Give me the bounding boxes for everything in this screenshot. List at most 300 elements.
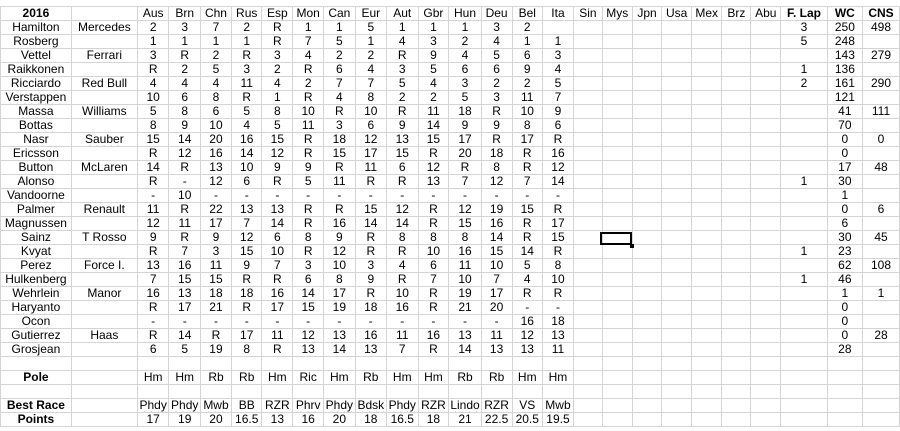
data-cell[interactable] bbox=[692, 203, 722, 217]
data-cell[interactable]: 12 bbox=[200, 175, 231, 189]
data-cell[interactable] bbox=[863, 413, 900, 427]
data-cell[interactable] bbox=[751, 133, 781, 147]
data-cell[interactable]: - bbox=[449, 189, 481, 203]
data-cell[interactable]: 5 bbox=[386, 77, 418, 91]
driver-name-cell[interactable]: Ocon bbox=[1, 315, 72, 329]
data-cell[interactable]: 16 bbox=[449, 245, 481, 259]
data-cell[interactable] bbox=[722, 245, 751, 259]
data-cell[interactable] bbox=[692, 119, 722, 133]
data-cell[interactable] bbox=[662, 399, 692, 413]
data-cell[interactable] bbox=[632, 147, 661, 161]
data-cell[interactable] bbox=[632, 301, 661, 315]
data-cell[interactable]: 10 bbox=[481, 259, 512, 273]
data-cell[interactable] bbox=[573, 161, 602, 175]
data-cell[interactable] bbox=[692, 189, 722, 203]
data-cell[interactable]: 2 bbox=[324, 49, 356, 63]
data-cell[interactable] bbox=[662, 315, 692, 329]
data-cell[interactable]: 9 bbox=[449, 119, 481, 133]
data-cell[interactable]: 6 bbox=[863, 203, 900, 217]
data-cell[interactable] bbox=[662, 259, 692, 273]
data-cell[interactable] bbox=[602, 413, 632, 427]
data-cell[interactable]: - bbox=[386, 189, 418, 203]
data-cell[interactable]: 6 bbox=[137, 343, 169, 357]
fill-handle[interactable] bbox=[630, 244, 634, 248]
data-cell[interactable] bbox=[781, 315, 827, 329]
data-cell[interactable]: 16 bbox=[200, 147, 231, 161]
data-cell[interactable]: 30 bbox=[827, 231, 862, 245]
data-cell[interactable]: 14 bbox=[512, 245, 542, 259]
data-cell[interactable] bbox=[863, 63, 900, 77]
data-cell[interactable] bbox=[602, 175, 632, 189]
data-cell[interactable]: 2 bbox=[137, 21, 169, 35]
data-cell[interactable] bbox=[781, 189, 827, 203]
data-cell[interactable] bbox=[692, 413, 722, 427]
data-cell[interactable]: R bbox=[355, 287, 386, 301]
data-cell[interactable]: 10 bbox=[169, 189, 201, 203]
data-cell[interactable] bbox=[692, 231, 722, 245]
data-cell[interactable]: - bbox=[355, 315, 386, 329]
data-cell[interactable]: R bbox=[137, 329, 169, 343]
data-cell[interactable] bbox=[692, 273, 722, 287]
data-cell[interactable] bbox=[662, 91, 692, 105]
data-cell[interactable]: 11 bbox=[449, 259, 481, 273]
data-cell[interactable]: 4 bbox=[137, 77, 169, 91]
data-cell[interactable]: R bbox=[542, 287, 573, 301]
data-cell[interactable]: R bbox=[293, 147, 324, 161]
data-cell[interactable] bbox=[662, 231, 692, 245]
data-cell[interactable]: R bbox=[169, 161, 201, 175]
team-name-cell[interactable] bbox=[71, 413, 137, 427]
data-cell[interactable]: 20 bbox=[200, 413, 231, 427]
data-cell[interactable]: R bbox=[169, 203, 201, 217]
driver-name-cell[interactable]: Ericsson bbox=[1, 147, 72, 161]
data-cell[interactable]: 2 bbox=[293, 77, 324, 91]
data-cell[interactable]: RZR bbox=[418, 399, 449, 413]
data-cell[interactable]: 7 bbox=[512, 175, 542, 189]
data-cell[interactable] bbox=[602, 35, 632, 49]
data-cell[interactable]: 3 bbox=[542, 49, 573, 63]
data-cell[interactable]: 9 bbox=[324, 231, 356, 245]
data-cell[interactable]: 15 bbox=[262, 133, 293, 147]
data-cell[interactable]: 9 bbox=[481, 119, 512, 133]
data-cell[interactable] bbox=[293, 385, 324, 399]
data-cell[interactable]: BB bbox=[231, 399, 261, 413]
data-cell[interactable]: R bbox=[542, 133, 573, 147]
data-cell[interactable] bbox=[692, 161, 722, 175]
data-cell[interactable] bbox=[722, 301, 751, 315]
data-cell[interactable] bbox=[751, 329, 781, 343]
data-cell[interactable]: 1 bbox=[324, 21, 356, 35]
data-cell[interactable]: 0 bbox=[827, 301, 862, 315]
data-cell[interactable]: 18 bbox=[481, 147, 512, 161]
data-cell[interactable]: 9 bbox=[293, 161, 324, 175]
data-cell[interactable]: 15 bbox=[200, 273, 231, 287]
data-cell[interactable]: R bbox=[355, 231, 386, 245]
data-cell[interactable]: 4 bbox=[418, 77, 449, 91]
data-cell[interactable]: 5 bbox=[781, 35, 827, 49]
data-cell[interactable] bbox=[632, 371, 661, 385]
data-cell[interactable]: 13 bbox=[542, 329, 573, 343]
data-cell[interactable] bbox=[722, 231, 751, 245]
driver-name-cell[interactable]: Verstappen bbox=[1, 91, 72, 105]
data-cell[interactable]: 143 bbox=[827, 49, 862, 63]
data-cell[interactable] bbox=[602, 105, 632, 119]
data-cell[interactable]: 12 bbox=[542, 161, 573, 175]
data-cell[interactable] bbox=[602, 21, 632, 35]
data-cell[interactable]: 5 bbox=[169, 343, 201, 357]
data-cell[interactable]: 0 bbox=[863, 133, 900, 147]
data-cell[interactable]: 5 bbox=[542, 77, 573, 91]
data-cell[interactable]: 28 bbox=[827, 343, 862, 357]
data-cell[interactable]: - bbox=[542, 189, 573, 203]
data-cell[interactable]: 12 bbox=[293, 329, 324, 343]
data-cell[interactable]: 136 bbox=[827, 63, 862, 77]
data-cell[interactable]: 0 bbox=[827, 147, 862, 161]
data-cell[interactable]: 16 bbox=[355, 329, 386, 343]
team-name-cell[interactable] bbox=[71, 357, 137, 371]
data-cell[interactable]: 48 bbox=[863, 161, 900, 175]
data-cell[interactable] bbox=[781, 329, 827, 343]
data-cell[interactable] bbox=[751, 105, 781, 119]
data-cell[interactable]: 5 bbox=[293, 175, 324, 189]
column-header-cell[interactable]: Brn bbox=[169, 7, 201, 21]
data-cell[interactable]: 11 bbox=[137, 203, 169, 217]
data-cell[interactable] bbox=[573, 175, 602, 189]
data-cell[interactable] bbox=[632, 175, 661, 189]
data-cell[interactable]: 70 bbox=[827, 119, 862, 133]
data-cell[interactable] bbox=[573, 245, 602, 259]
data-cell[interactable] bbox=[481, 385, 512, 399]
data-cell[interactable]: 19.5 bbox=[542, 413, 573, 427]
data-cell[interactable] bbox=[863, 385, 900, 399]
data-cell[interactable] bbox=[602, 343, 632, 357]
column-header-cell[interactable]: Abu bbox=[751, 7, 781, 21]
data-cell[interactable] bbox=[722, 399, 751, 413]
data-cell[interactable]: R bbox=[418, 287, 449, 301]
data-cell[interactable] bbox=[662, 357, 692, 371]
data-cell[interactable] bbox=[781, 301, 827, 315]
data-cell[interactable]: 6 bbox=[512, 49, 542, 63]
data-cell[interactable] bbox=[722, 413, 751, 427]
data-cell[interactable]: - bbox=[137, 315, 169, 329]
data-cell[interactable] bbox=[632, 245, 661, 259]
data-cell[interactable]: 1 bbox=[293, 21, 324, 35]
data-cell[interactable] bbox=[751, 217, 781, 231]
data-cell[interactable] bbox=[632, 399, 661, 413]
data-cell[interactable] bbox=[573, 273, 602, 287]
data-cell[interactable] bbox=[573, 329, 602, 343]
data-cell[interactable]: 3 bbox=[386, 63, 418, 77]
data-cell[interactable]: 8 bbox=[137, 119, 169, 133]
data-cell[interactable]: 248 bbox=[827, 35, 862, 49]
driver-name-cell[interactable]: Best Race bbox=[1, 399, 72, 413]
data-cell[interactable] bbox=[751, 357, 781, 371]
data-cell[interactable]: 6 bbox=[293, 273, 324, 287]
data-cell[interactable] bbox=[751, 189, 781, 203]
data-cell[interactable]: 9 bbox=[355, 273, 386, 287]
data-cell[interactable] bbox=[863, 371, 900, 385]
data-cell[interactable]: 4 bbox=[386, 259, 418, 273]
data-cell[interactable] bbox=[573, 133, 602, 147]
data-cell[interactable]: 16.5 bbox=[231, 413, 261, 427]
data-cell[interactable] bbox=[781, 119, 827, 133]
data-cell[interactable]: 11 bbox=[324, 175, 356, 189]
data-cell[interactable] bbox=[662, 245, 692, 259]
data-cell[interactable]: Phdy bbox=[169, 399, 201, 413]
data-cell[interactable]: 9 bbox=[262, 161, 293, 175]
data-cell[interactable]: 6 bbox=[355, 119, 386, 133]
data-cell[interactable]: 10 bbox=[293, 105, 324, 119]
data-cell[interactable]: 46 bbox=[827, 273, 862, 287]
data-cell[interactable]: 2 bbox=[386, 91, 418, 105]
data-cell[interactable]: 6 bbox=[418, 259, 449, 273]
data-cell[interactable]: 15 bbox=[355, 203, 386, 217]
data-cell[interactable] bbox=[262, 385, 293, 399]
data-cell[interactable]: 2 bbox=[200, 49, 231, 63]
data-cell[interactable]: 12 bbox=[169, 147, 201, 161]
data-cell[interactable] bbox=[751, 49, 781, 63]
data-cell[interactable] bbox=[692, 147, 722, 161]
data-cell[interactable]: 1 bbox=[512, 35, 542, 49]
data-cell[interactable] bbox=[200, 385, 231, 399]
data-cell[interactable]: 17 bbox=[262, 301, 293, 315]
data-cell[interactable] bbox=[751, 175, 781, 189]
data-cell[interactable] bbox=[632, 189, 661, 203]
data-cell[interactable]: R bbox=[293, 217, 324, 231]
data-cell[interactable]: R bbox=[355, 245, 386, 259]
team-name-cell[interactable] bbox=[71, 399, 137, 413]
data-cell[interactable] bbox=[602, 315, 632, 329]
data-cell[interactable]: 14 bbox=[481, 231, 512, 245]
driver-name-cell[interactable]: Ricciardo bbox=[1, 77, 72, 91]
data-cell[interactable]: 4 bbox=[355, 63, 386, 77]
data-cell[interactable] bbox=[169, 385, 201, 399]
data-cell[interactable]: 3 bbox=[293, 259, 324, 273]
data-cell[interactable]: R bbox=[512, 147, 542, 161]
data-cell[interactable] bbox=[355, 357, 386, 371]
driver-name-cell[interactable]: Palmer bbox=[1, 203, 72, 217]
column-header-cell[interactable]: F. Lap bbox=[781, 7, 827, 21]
data-cell[interactable] bbox=[692, 315, 722, 329]
data-cell[interactable] bbox=[827, 413, 862, 427]
data-cell[interactable]: 13 bbox=[481, 343, 512, 357]
data-cell[interactable]: R bbox=[231, 91, 261, 105]
team-name-cell[interactable]: Sauber bbox=[71, 133, 137, 147]
data-cell[interactable]: 10 bbox=[418, 245, 449, 259]
data-cell[interactable]: R bbox=[262, 21, 293, 35]
data-cell[interactable]: Rb bbox=[200, 371, 231, 385]
data-cell[interactable] bbox=[751, 413, 781, 427]
data-cell[interactable]: 4 bbox=[200, 77, 231, 91]
data-cell[interactable]: 5 bbox=[449, 91, 481, 105]
data-cell[interactable] bbox=[751, 287, 781, 301]
data-cell[interactable] bbox=[751, 315, 781, 329]
data-cell[interactable] bbox=[863, 273, 900, 287]
data-cell[interactable]: VS bbox=[512, 399, 542, 413]
data-cell[interactable]: 16 bbox=[137, 287, 169, 301]
data-cell[interactable]: 5 bbox=[324, 35, 356, 49]
data-cell[interactable] bbox=[573, 63, 602, 77]
data-cell[interactable] bbox=[573, 413, 602, 427]
data-cell[interactable] bbox=[449, 357, 481, 371]
data-cell[interactable]: R bbox=[386, 245, 418, 259]
data-cell[interactable]: Rb bbox=[231, 371, 261, 385]
data-cell[interactable]: 10 bbox=[231, 161, 261, 175]
data-cell[interactable] bbox=[722, 105, 751, 119]
data-cell[interactable] bbox=[632, 49, 661, 63]
data-cell[interactable]: 12 bbox=[262, 147, 293, 161]
data-cell[interactable]: Hm bbox=[418, 371, 449, 385]
column-header-cell[interactable]: Rus bbox=[231, 7, 261, 21]
data-cell[interactable]: 16 bbox=[324, 217, 356, 231]
data-cell[interactable]: 2 bbox=[355, 49, 386, 63]
data-cell[interactable] bbox=[632, 287, 661, 301]
data-cell[interactable]: Hm bbox=[512, 371, 542, 385]
data-cell[interactable] bbox=[632, 413, 661, 427]
data-cell[interactable]: 4 bbox=[449, 49, 481, 63]
data-cell[interactable] bbox=[692, 63, 722, 77]
data-cell[interactable]: 16 bbox=[386, 301, 418, 315]
data-cell[interactable]: 6 bbox=[169, 91, 201, 105]
data-cell[interactable] bbox=[602, 189, 632, 203]
data-cell[interactable]: 11 bbox=[512, 91, 542, 105]
data-cell[interactable] bbox=[722, 133, 751, 147]
data-cell[interactable]: 8 bbox=[293, 231, 324, 245]
data-cell[interactable]: 62 bbox=[827, 259, 862, 273]
data-cell[interactable]: 13 bbox=[137, 259, 169, 273]
data-cell[interactable]: 10 bbox=[355, 105, 386, 119]
data-cell[interactable]: 15 bbox=[137, 133, 169, 147]
data-cell[interactable]: 17 bbox=[324, 287, 356, 301]
data-cell[interactable]: 4 bbox=[542, 63, 573, 77]
data-cell[interactable]: R bbox=[262, 273, 293, 287]
data-cell[interactable] bbox=[602, 301, 632, 315]
data-cell[interactable] bbox=[662, 217, 692, 231]
data-cell[interactable]: R bbox=[262, 175, 293, 189]
data-cell[interactable]: - bbox=[262, 189, 293, 203]
data-cell[interactable] bbox=[781, 231, 827, 245]
data-cell[interactable] bbox=[722, 273, 751, 287]
data-cell[interactable]: 6 bbox=[200, 105, 231, 119]
data-cell[interactable]: 16 bbox=[293, 413, 324, 427]
data-cell[interactable]: 5 bbox=[512, 259, 542, 273]
data-cell[interactable] bbox=[751, 343, 781, 357]
data-cell[interactable] bbox=[573, 315, 602, 329]
data-cell[interactable] bbox=[573, 35, 602, 49]
data-cell[interactable]: - bbox=[293, 315, 324, 329]
data-cell[interactable] bbox=[781, 287, 827, 301]
data-cell[interactable]: 3 bbox=[355, 259, 386, 273]
data-cell[interactable]: 12 bbox=[449, 203, 481, 217]
data-cell[interactable]: Hm bbox=[542, 371, 573, 385]
data-cell[interactable] bbox=[722, 35, 751, 49]
data-cell[interactable]: 19 bbox=[449, 287, 481, 301]
data-cell[interactable]: 17 bbox=[542, 217, 573, 231]
data-cell[interactable]: 5 bbox=[200, 63, 231, 77]
data-cell[interactable]: 14 bbox=[449, 343, 481, 357]
column-header-cell[interactable]: Chn bbox=[200, 7, 231, 21]
data-cell[interactable] bbox=[722, 217, 751, 231]
data-cell[interactable] bbox=[632, 315, 661, 329]
data-cell[interactable]: Phdy bbox=[324, 399, 356, 413]
driver-name-cell[interactable]: Massa bbox=[1, 105, 72, 119]
data-cell[interactable]: R bbox=[293, 63, 324, 77]
data-cell[interactable]: 10 bbox=[324, 259, 356, 273]
data-cell[interactable]: 13 bbox=[231, 203, 261, 217]
data-cell[interactable]: R bbox=[355, 175, 386, 189]
data-cell[interactable] bbox=[781, 371, 827, 385]
data-cell[interactable]: 14 bbox=[386, 217, 418, 231]
data-cell[interactable] bbox=[573, 301, 602, 315]
spreadsheet-grid[interactable] bbox=[0, 6, 900, 427]
data-cell[interactable]: 16 bbox=[512, 315, 542, 329]
data-cell[interactable]: 16 bbox=[418, 329, 449, 343]
column-header-cell[interactable]: Jpn bbox=[632, 7, 661, 21]
data-cell[interactable]: 8 bbox=[355, 91, 386, 105]
data-cell[interactable]: 10 bbox=[262, 245, 293, 259]
data-cell[interactable]: 14 bbox=[169, 133, 201, 147]
data-cell[interactable]: 1 bbox=[231, 35, 261, 49]
data-cell[interactable]: 17 bbox=[169, 301, 201, 315]
data-cell[interactable]: 8 bbox=[262, 105, 293, 119]
data-cell[interactable]: 19 bbox=[169, 413, 201, 427]
data-cell[interactable]: 15 bbox=[231, 245, 261, 259]
data-cell[interactable]: 16 bbox=[481, 217, 512, 231]
data-cell[interactable]: R bbox=[293, 133, 324, 147]
data-cell[interactable]: R bbox=[137, 147, 169, 161]
data-cell[interactable] bbox=[418, 385, 449, 399]
data-cell[interactable]: 10 bbox=[137, 91, 169, 105]
data-cell[interactable] bbox=[827, 385, 862, 399]
data-cell[interactable]: 9 bbox=[231, 259, 261, 273]
team-name-cell[interactable] bbox=[71, 217, 137, 231]
data-cell[interactable] bbox=[722, 343, 751, 357]
data-cell[interactable] bbox=[662, 371, 692, 385]
data-cell[interactable]: R bbox=[418, 343, 449, 357]
data-cell[interactable]: 2 bbox=[481, 77, 512, 91]
data-cell[interactable]: 20 bbox=[200, 133, 231, 147]
data-cell[interactable]: 5 bbox=[262, 119, 293, 133]
data-cell[interactable]: 290 bbox=[863, 77, 900, 91]
data-cell[interactable]: R bbox=[386, 105, 418, 119]
data-cell[interactable]: 14 bbox=[418, 119, 449, 133]
data-cell[interactable]: 9 bbox=[418, 49, 449, 63]
data-cell[interactable]: 5 bbox=[355, 21, 386, 35]
data-cell[interactable]: 22 bbox=[200, 203, 231, 217]
data-cell[interactable]: 10 bbox=[512, 105, 542, 119]
data-cell[interactable] bbox=[573, 119, 602, 133]
data-cell[interactable]: R bbox=[231, 273, 261, 287]
data-cell[interactable]: 1 bbox=[781, 175, 827, 189]
data-cell[interactable]: 11 bbox=[200, 259, 231, 273]
data-cell[interactable] bbox=[722, 77, 751, 91]
data-cell[interactable]: 21 bbox=[200, 301, 231, 315]
data-cell[interactable]: R bbox=[481, 105, 512, 119]
data-cell[interactable] bbox=[262, 357, 293, 371]
data-cell[interactable]: 12 bbox=[355, 133, 386, 147]
data-cell[interactable] bbox=[231, 385, 261, 399]
selected-cell-outline[interactable] bbox=[600, 232, 632, 245]
data-cell[interactable]: 2 bbox=[231, 21, 261, 35]
data-cell[interactable]: RZR bbox=[262, 399, 293, 413]
data-cell[interactable] bbox=[692, 245, 722, 259]
data-cell[interactable]: 8 bbox=[169, 105, 201, 119]
data-cell[interactable]: 11 bbox=[262, 329, 293, 343]
data-cell[interactable] bbox=[751, 77, 781, 91]
data-cell[interactable]: 17 bbox=[200, 217, 231, 231]
data-cell[interactable] bbox=[602, 147, 632, 161]
data-cell[interactable]: - bbox=[231, 315, 261, 329]
